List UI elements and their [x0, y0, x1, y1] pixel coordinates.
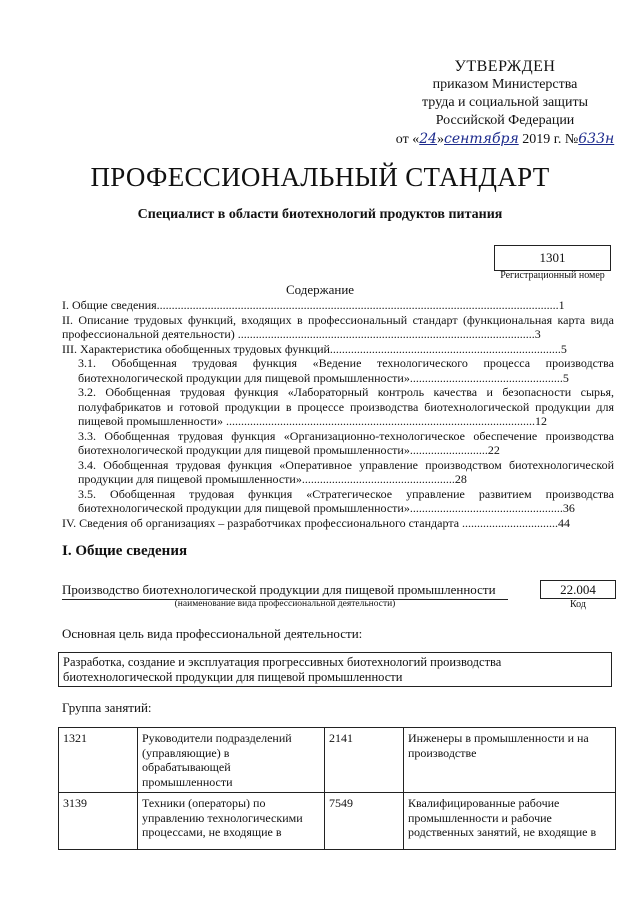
- activity-caption: (наименование вида профессиональной деятельности): [174, 599, 396, 609]
- toc-subitem[interactable]: 3.1. Обобщенная трудовая функция «Ведение технологического процесса производства биотехнологической продукции для пищевой промышленности»...................................................5: [78, 356, 614, 385]
- activity-code: 22.004: [540, 580, 616, 599]
- date-year: 2019 г. №: [518, 132, 579, 147]
- occupation-name: Квалифицированные рабочие промышленности и рабочие родственных занятий, не входящие в: [404, 793, 616, 850]
- occupation-code: 2141: [325, 728, 404, 793]
- toc-subitem[interactable]: 3.2. Обобщенная трудовая функция «Лабораторный контроль качества и безопасности сырья, полуфабрикатов и готовой продукции в процессе производства биотехнологической продукции для пищевой промышленности» .......................................................................................................12: [78, 385, 614, 428]
- date-month: сентября: [444, 131, 519, 147]
- occupation-code: 1321: [59, 728, 138, 793]
- registration-number-label: Регистрационный номер: [500, 270, 605, 281]
- occupation-name: Руководители подразделений (управляющие) в обрабатывающей промышленности: [138, 728, 325, 793]
- toc-item[interactable]: III. Характеристика обобщенных трудовых функций.............................................................................5: [62, 341, 567, 356]
- activity-code-caption: Код: [570, 599, 586, 610]
- approval-line-2: труда и социальной защиты: [422, 95, 588, 110]
- toc-item[interactable]: II. Описание трудовых функций, входящих в профессиональный стандарт (функциональная карта вида профессиональной деятельности) ...................................................................................................3: [62, 312, 614, 341]
- approval-line-1: приказом Министерства: [432, 77, 578, 92]
- table-of-contents: [62, 298, 614, 530]
- registration-number-box: 1301: [494, 245, 611, 271]
- goal-text: Разработка, создание и эксплуатация прогрессивных биотехнологий производства биотехнологической продукции для пищевой промышленности: [58, 652, 612, 687]
- occupation-name: Техники (операторы) по управлению технологическими процессами, не входящие в: [138, 793, 325, 850]
- approval-line-3: Российской Федерации: [435, 113, 575, 128]
- approval-heading: УТВЕРЖДЕН: [454, 58, 556, 75]
- toc-subitem[interactable]: 3.4. Обобщенная трудовая функция «Оперативное управление производством биотехнологической продукции для пищевой промышленности»...................................................28: [78, 457, 614, 486]
- table-row: [59, 728, 616, 793]
- toc-item[interactable]: IV. Сведения об организациях – разработчиках профессионального стандарта ................................44: [62, 515, 571, 530]
- toc-subitem[interactable]: 3.3. Обобщенная трудовая функция «Организационно-технологическое обеспечение производства биотехнологической продукции для пищевой промышленности»..........................22: [78, 428, 614, 457]
- occupation-name: Инженеры в промышленности и на производстве: [404, 728, 616, 793]
- table-row: [59, 793, 616, 850]
- activity-name: Производство биотехнологической продукции для пищевой промышленности: [62, 582, 508, 600]
- occupation-group-label: Группа занятий:: [62, 700, 152, 715]
- occupation-code: 7549: [325, 793, 404, 850]
- goal-label: Основная цель вида профессиональной деятельности:: [62, 626, 363, 641]
- page-subtitle: Специалист в области биотехнологий продуктов питания: [137, 207, 503, 222]
- toc-item[interactable]: I. Общие сведения......................................................................................................................................1: [62, 298, 565, 312]
- date-prefix: от «: [395, 132, 420, 147]
- approval-block: [380, 58, 630, 149]
- page-title: ПРОФЕССИОНАЛЬНЫЙ СТАНДАРТ: [90, 162, 550, 192]
- toc-title: Содержание: [285, 282, 355, 297]
- order-number: 633н: [578, 131, 615, 147]
- section-heading: I. Общие сведения: [62, 543, 188, 559]
- toc-subitem[interactable]: 3.5. Обобщенная трудовая функция «Стратегическое управление развитием производства биотехнологической продукции для пищевой промышленности»...................................................36: [78, 486, 614, 515]
- occupation-table: [58, 727, 616, 850]
- date-day: 24: [419, 131, 438, 147]
- occupation-code: 3139: [59, 793, 138, 850]
- approval-date: [380, 130, 630, 149]
- date-mid: »: [437, 132, 445, 147]
